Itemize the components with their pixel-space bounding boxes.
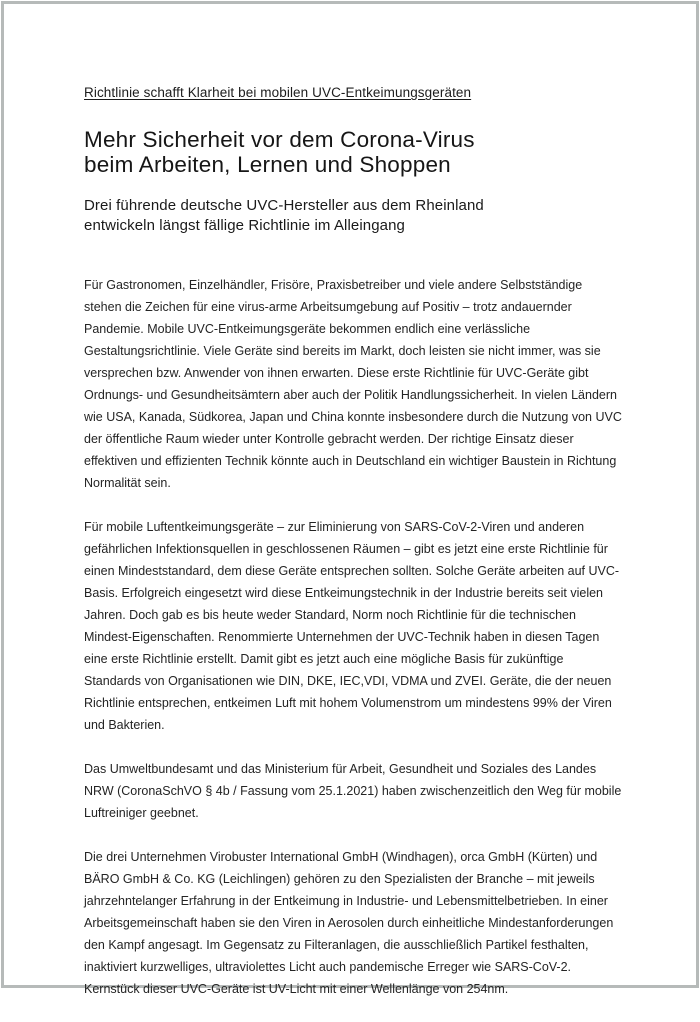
article-body — [84, 274, 622, 1000]
article-subtitle-line-2: entwickeln längst fällige Richtlinie im Alleingang — [84, 217, 406, 234]
kicker-headline: Richtlinie schafft Klarheit bei mobilen UVC-Entkeimungsgeräten — [84, 85, 472, 100]
article-title — [84, 127, 622, 177]
article-subtitle — [84, 196, 622, 236]
article-title-line-2: beim Arbeiten, Lernen und Shoppen — [84, 152, 451, 177]
body-paragraph-1: Für Gastronomen, Einzelhändler, Frisöre, Praxisbetreiber und viele andere Selbstständige stehen die Zeichen für eine virus-arme Arbeitsumgebung auf Positiv – trotz andauernder Pandemie. Mobile UVC-Entkeimungsgeräte bekommen endlich eine verlässliche Gestaltungsrichtlinie. Viele Geräte sind bereits im Markt, doch leisten sie nicht immer, was sie versprechen bzw. Anwender von ihnen erwarten. Diese erste Richtlinie für UVC-Geräte gibt Ordnungs- und Gesundheitsämtern aber auch der Politik Handlungssicherheit. In vielen Ländern wie USA, Kanada, Südkorea, Japan und China konnte insbesondere durch die Nutzung von UVC der öffentliche Raum wieder unter Kontrolle gebracht werden. Der richtige Einsatz dieser effektiven und effizienten Technik könnte auch in Deutschland ein wichtiger Baustein in Richtung Normalität sein. — [84, 278, 622, 490]
body-paragraph-3: Das Umweltbundesamt und das Ministerium für Arbeit, Gesundheit und Soziales des Landes NRW (CoronaSchVO § 4b / Fassung vom 25.1.2021) haben zwischenzeitlich den Weg für mobile Luftreiniger geebnet. — [84, 762, 622, 820]
body-paragraph-4: Die drei Unternehmen Virobuster International GmbH (Windhagen), orca GmbH (Kürten) und BÄRO GmbH & Co. KG (Leichlingen) gehören zu den Spezialisten der Branche – mit jeweils jahrzehntelanger Erfahrung in der Entkeimung in Industrie- und Lebensmittelbetrieben. In einer Arbeitsgemeinschaft haben sie den Viren in Aerosolen durch einheitliche Mindestanforderungen den Kampf angesagt. Im Gegensatz zu Filteranlagen, die ausschließlich Partikel festhalten, inaktiviert kurzwelliges, ultraviolettes Licht auch pandemische Erreger wie SARS-CoV-2. Kernstück dieser UVC-Geräte ist UV-Licht mit einer Wellenlänge von 254nm. — [84, 850, 614, 996]
article-title-line-1: Mehr Sicherheit vor dem Corona-Virus — [84, 127, 475, 152]
body-paragraph-2: Für mobile Luftentkeimungsgeräte – zur Eliminierung von SARS-CoV-2-Viren und anderen gefährlichen Infektionsquellen in geschlossenen Räumen – gibt es jetzt eine erste Richtlinie für einen Mindeststandard, dem diese Geräte entsprechen sollten. Solche Geräte arbeiten auf UVC-Basis. Erfolgreich eingesetzt wird diese Entkeimungstechnik in der Industrie bereits seit vielen Jahren. Doch gab es bis heute weder Standard, Norm noch Richtlinie für die technischen Mindest-Eigenschaften. Renommierte Unternehmen der UVC-Technik haben in diesen Tagen eine erste Richtlinie erstellt. Damit gibt es jetzt auch eine mögliche Basis für zukünftige Standards von Organisationen wie DIN, DKE, IEC,VDI, VDMA und ZVEI. Geräte, die der neuen Richtlinie entsprechen, entkeimen Luft mit hohem Volumenstrom um mindestens 99% der Viren und Bakterien. — [84, 520, 620, 732]
press-release-content — [84, 84, 622, 1022]
article-subtitle-line-1: Drei führende deutsche UVC-Hersteller aus dem Rheinland — [84, 197, 484, 214]
